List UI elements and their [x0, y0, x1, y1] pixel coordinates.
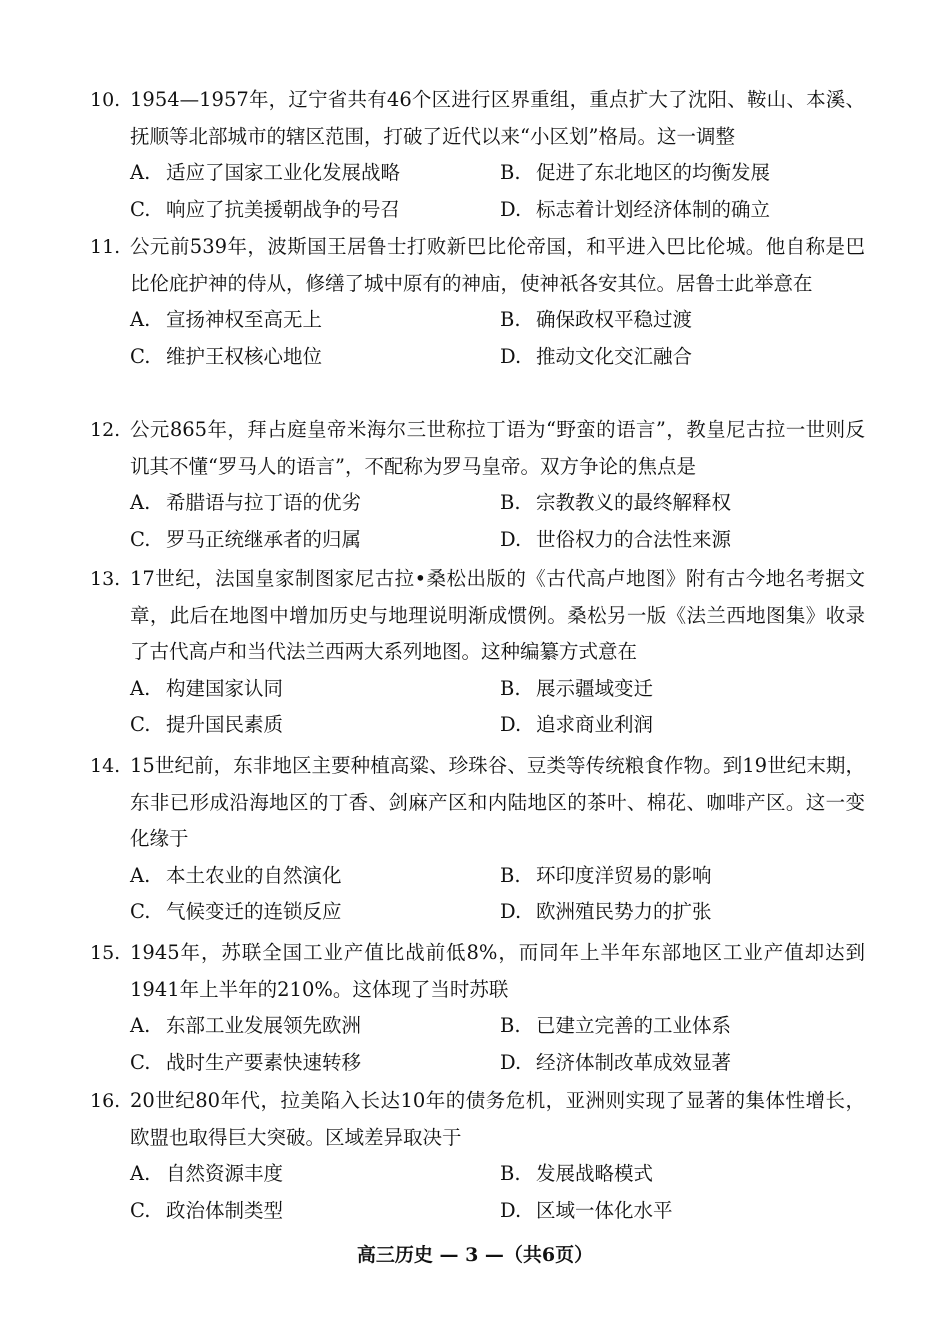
option-d: D. 区域一体化水平 — [500, 1198, 673, 1222]
option-c: C. 响应了抗美援朝战争的号召 — [130, 197, 401, 221]
option-d: D. 推动文化交汇融合 — [500, 344, 693, 368]
question-13 — [90, 561, 870, 744]
question-number: 14. — [90, 755, 121, 777]
question-stem: 15世纪前，东非地区主要种植高粱、珍珠谷、豆类等传统粮食作物。到19世纪末期，东非已形成沿海地区的丁香、剑麻产区和内陆地区的茶叶、棉花、咖啡产区。这一变化缘于 — [130, 754, 865, 850]
option-a: A. 东部工业发展领先欧洲 — [130, 1014, 362, 1037]
question-stem: 1945年，苏联全国工业产值比战前低8%，而同年上半年东部地区工业产值却达到1941年上半年的210%。这体现了当时苏联 — [130, 941, 865, 1001]
options — [130, 155, 870, 228]
question-stem: 公元前539年，波斯国王居鲁士打败新巴比伦帝国，和平进入巴比伦城。他自称是巴比伦庇护神的侍从，修缮了城中原有的神庙，使神祇各安其位。居鲁士此举意在 — [130, 235, 865, 295]
options — [130, 302, 870, 375]
option-d: D. 世俗权力的合法性来源 — [500, 527, 732, 551]
option-b: B. 发展战略模式 — [500, 1162, 654, 1185]
option-a: A. 希腊语与拉丁语的优劣 — [130, 491, 362, 514]
question-number: 16. — [90, 1090, 121, 1112]
option-c: C. 政治体制类型 — [130, 1198, 284, 1222]
question-stem: 1954—1957年，辽宁省共有46个区进行区界重组，重点扩大了沈阳、鞍山、本溪、抚顺等北部城市的辖区范围，打破了近代以来“小区划”格局。这一调整 — [130, 88, 865, 148]
page-footer: 高三历史 — 3 —（共6页） — [356, 1244, 594, 1266]
options — [130, 671, 870, 744]
question-stem: 20世纪80年代，拉美陷入长达10年的债务危机，亚洲则实现了显著的集体性增长，欧盟也取得巨大突破。区域差异取决于 — [130, 1089, 865, 1149]
question-12 — [90, 412, 870, 558]
options — [130, 1156, 870, 1229]
question-16 — [90, 1083, 870, 1229]
option-c: C. 提升国民素质 — [130, 713, 284, 736]
options — [130, 1008, 870, 1081]
option-b: B. 确保政权平稳过渡 — [500, 308, 693, 331]
option-b: B. 展示疆域变迁 — [500, 676, 654, 700]
option-b: B. 已建立完善的工业体系 — [500, 1014, 732, 1037]
question-number: 12. — [90, 419, 121, 441]
question-number: 13. — [90, 568, 121, 590]
options — [130, 485, 870, 558]
question-11 — [90, 229, 870, 375]
option-b: B. 宗教教义的最终解释权 — [500, 491, 732, 514]
question-14 — [90, 748, 870, 931]
option-a: A. 宣扬神权至高无上 — [130, 308, 323, 331]
question-number: 10. — [90, 89, 121, 111]
option-c: C. 战时生产要素快速转移 — [130, 1050, 362, 1074]
question-stem: 17世纪，法国皇家制图家尼古拉•桑松出版的《古代高卢地图》附有古今地名考据文章，此后在地图中增加历史与地理说明渐成惯例。桑松另一版《法兰西地图集》收录了古代高卢和当代法兰西两大系列地图。这种编纂方式意在 — [130, 567, 865, 663]
option-a: A. 自然资源丰度 — [130, 1162, 284, 1185]
option-a: A. 本土农业的自然演化 — [130, 863, 342, 887]
question-stem: 公元865年，拜占庭皇帝米海尔三世称拉丁语为“野蛮的语言”，教皇尼古拉一世则反讥其不懂“罗马人的语言”，不配称为罗马皇帝。双方争论的焦点是 — [130, 418, 865, 478]
option-c: C. 罗马正统继承者的归属 — [130, 527, 362, 551]
option-d: D. 欧洲殖民势力的扩张 — [500, 900, 712, 923]
option-c: C. 气候变迁的连锁反应 — [130, 900, 342, 923]
option-a: A. 构建国家认同 — [130, 676, 284, 700]
option-d: D. 经济体制改革成效显著 — [500, 1050, 732, 1074]
question-number: 15. — [90, 942, 121, 964]
option-d: D. 标志着计划经济体制的确立 — [500, 197, 771, 221]
option-a: A. 适应了国家工业化发展战略 — [130, 161, 401, 184]
options — [130, 858, 870, 931]
option-b: B. 促进了东北地区的均衡发展 — [500, 161, 771, 184]
question-number: 11. — [90, 236, 121, 258]
question-15 — [90, 935, 870, 1081]
option-c: C. 维护王权核心地位 — [130, 344, 323, 368]
option-d: D. 追求商业利润 — [500, 713, 654, 736]
option-b: B. 环印度洋贸易的影响 — [500, 863, 712, 887]
question-10 — [90, 82, 870, 228]
